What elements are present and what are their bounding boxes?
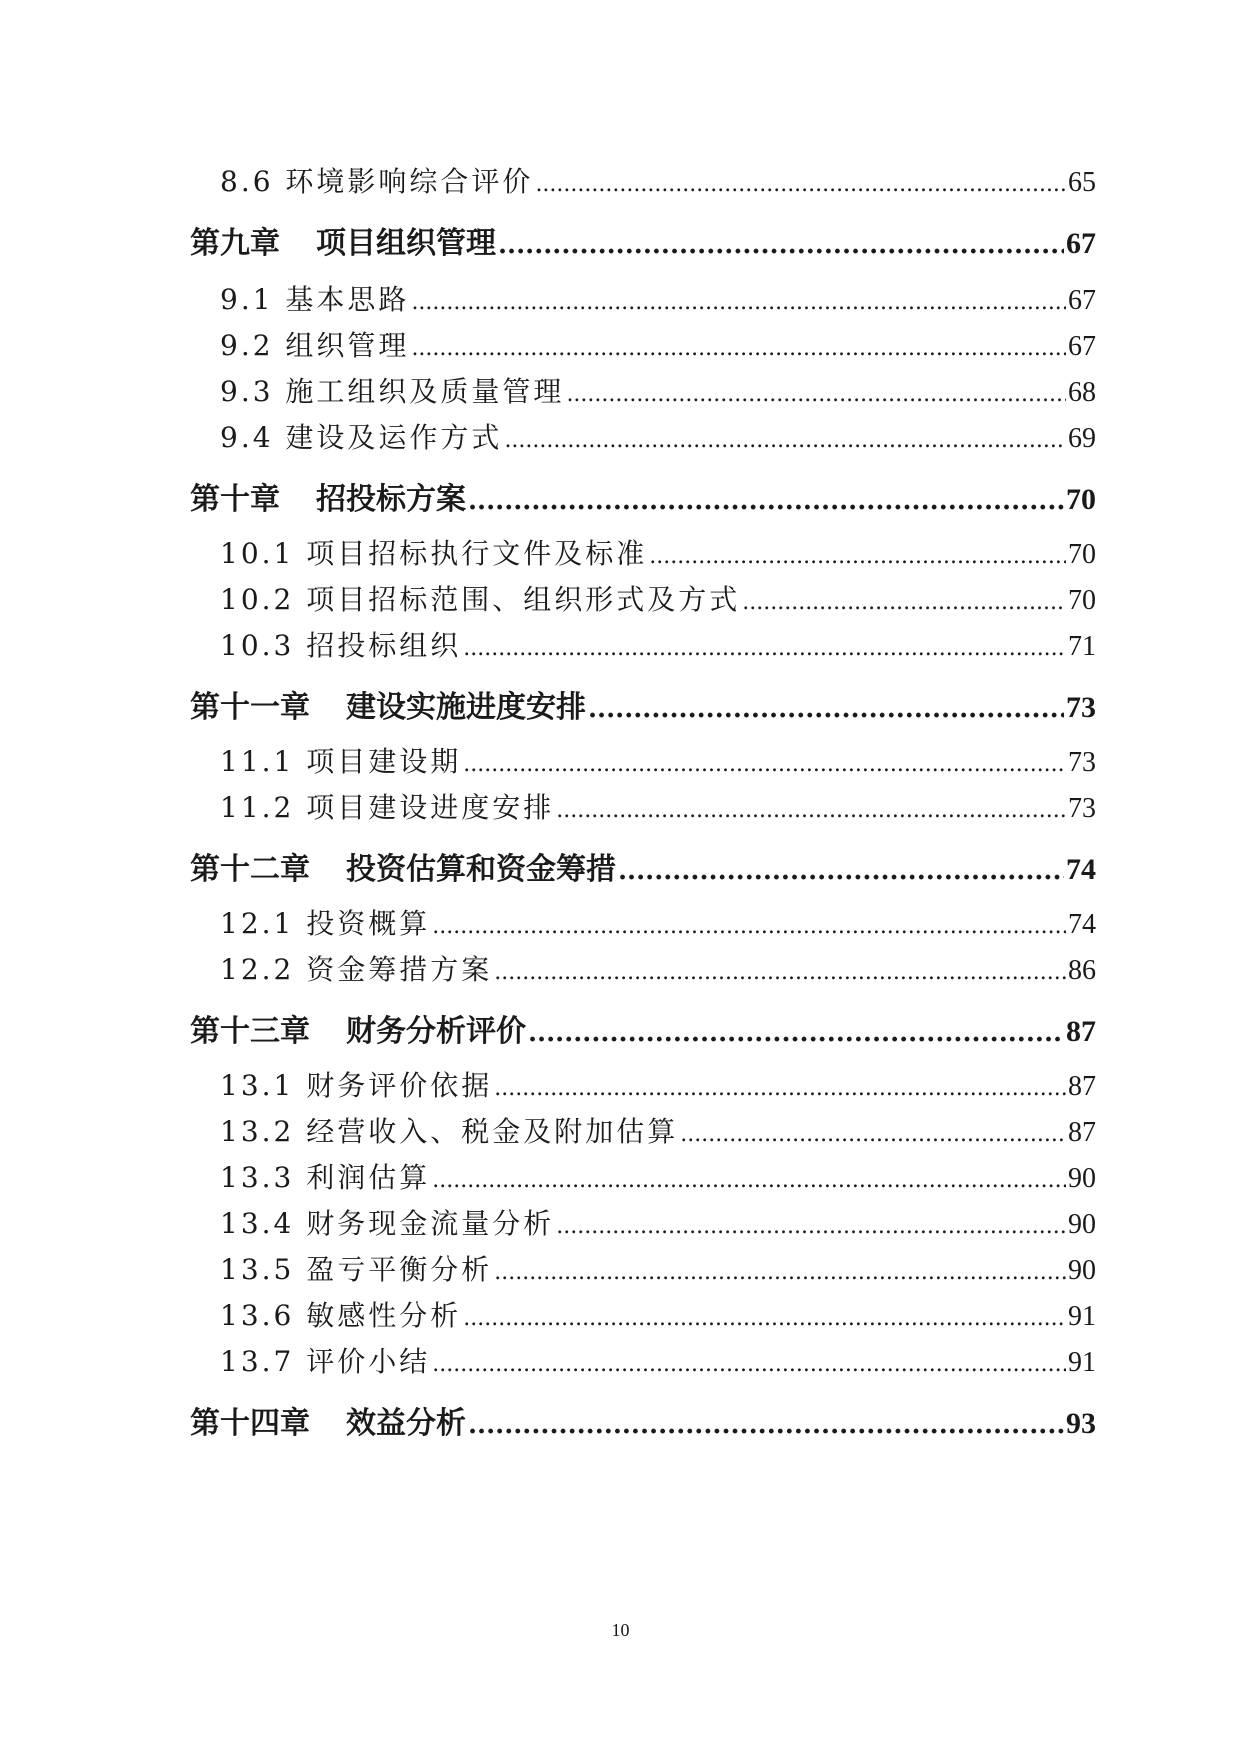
toc-entry[interactable] — [220, 160, 1096, 200]
toc-entry[interactable] — [220, 624, 1096, 664]
toc-chapter-number: 第十章 — [190, 482, 280, 517]
dot-leader — [432, 914, 1066, 939]
toc-entry[interactable] — [220, 1248, 1096, 1288]
toc-chapter-number: 第十一章 — [190, 690, 310, 725]
toc-entry[interactable] — [220, 1202, 1096, 1242]
dot-leader — [556, 798, 1066, 823]
toc-entry-page: 91 — [1068, 1301, 1096, 1332]
dot-leader — [468, 486, 1064, 516]
toc-entry-title: 13.6 敏感性分析 — [220, 1299, 462, 1332]
toc-entry-page: 69 — [1068, 423, 1096, 454]
dot-leader — [556, 1214, 1066, 1239]
toc-entry-title: 9.4 建设及运作方式 — [220, 421, 503, 454]
toc-entry-page: 87 — [1068, 1117, 1096, 1148]
toc-entry[interactable] — [220, 578, 1096, 618]
dot-leader — [588, 694, 1064, 724]
toc-chapter[interactable] — [190, 682, 1096, 726]
toc-entry-page: 90 — [1068, 1255, 1096, 1286]
toc-chapter[interactable] — [190, 1398, 1096, 1442]
toc-entry-page: 87 — [1068, 1071, 1096, 1102]
toc-entry-page: 73 — [1068, 793, 1096, 824]
toc-chapter[interactable] — [190, 218, 1096, 262]
dot-leader — [432, 1168, 1066, 1193]
toc-entry[interactable] — [220, 1156, 1096, 1196]
toc-entry-title: 10.1 项目招标执行文件及标准 — [220, 537, 648, 570]
dot-leader — [742, 590, 1066, 615]
toc-entry-page: 65 — [1068, 167, 1096, 198]
toc-chapter[interactable] — [190, 844, 1096, 888]
toc-entry[interactable] — [220, 532, 1096, 572]
toc-entry-page: 86 — [1068, 955, 1096, 986]
toc-entry-title: 11.1 项目建设期 — [220, 745, 462, 778]
dot-leader — [649, 544, 1066, 569]
toc-entry-title: 13.4 财务现金流量分析 — [220, 1207, 555, 1240]
toc-entry-title: 13.1 财务评价依据 — [220, 1069, 493, 1102]
toc-entry[interactable] — [220, 1110, 1096, 1150]
dot-leader — [494, 960, 1066, 985]
toc-entry-title: 13.7 评价小结 — [220, 1345, 431, 1378]
toc-entry-page: 67 — [1068, 331, 1096, 362]
toc-chapter-title: 建设实施进度安排 — [346, 690, 586, 725]
toc-entry-title: 9.2 组织管理 — [220, 329, 410, 362]
toc-chapter-number: 第九章 — [190, 226, 280, 261]
toc-entry-page: 70 — [1068, 585, 1096, 616]
toc-chapter-title: 招投标方案 — [316, 482, 466, 517]
toc-entry-title: 13.3 利润估算 — [220, 1161, 431, 1194]
toc-entry[interactable] — [220, 1294, 1096, 1334]
toc-chapter-title: 投资估算和资金筹措 — [346, 852, 616, 887]
toc-chapter[interactable] — [190, 1006, 1096, 1050]
toc-entry-page: 74 — [1068, 909, 1096, 940]
toc-entry[interactable] — [220, 902, 1096, 942]
dot-leader — [463, 752, 1066, 777]
toc-entry-page: 68 — [1068, 377, 1096, 408]
toc-chapter-page: 67 — [1066, 227, 1096, 260]
toc-entry-title: 10.3 招投标组织 — [220, 629, 462, 662]
toc-entry[interactable] — [220, 1340, 1096, 1380]
dot-leader — [468, 1410, 1064, 1440]
dot-leader — [618, 856, 1064, 886]
toc-entry-page: 90 — [1068, 1163, 1096, 1194]
toc-chapter-page: 70 — [1066, 483, 1096, 516]
toc-chapter-title: 效益分析 — [346, 1406, 466, 1441]
toc-entry-page: 67 — [1068, 285, 1096, 316]
toc-chapter-title: 财务分析评价 — [346, 1014, 526, 1049]
dot-leader — [494, 1260, 1066, 1285]
toc-chapter-number: 第十三章 — [190, 1014, 310, 1049]
dot-leader — [432, 1352, 1066, 1377]
dot-leader — [528, 1018, 1064, 1048]
dot-leader — [411, 336, 1066, 361]
toc-entry-page: 71 — [1068, 631, 1096, 662]
toc-entry-title: 13.2 经营收入、税金及附加估算 — [220, 1115, 679, 1148]
toc-chapter[interactable] — [190, 474, 1096, 518]
dot-leader — [566, 382, 1066, 407]
dot-leader — [680, 1122, 1066, 1147]
toc-chapter-number: 第十二章 — [190, 852, 310, 887]
toc-entry-page: 70 — [1068, 539, 1096, 570]
toc-chapter-title: 项目组织管理 — [316, 226, 496, 261]
toc-entry-page: 90 — [1068, 1209, 1096, 1240]
toc-entry[interactable] — [220, 740, 1096, 780]
toc-entry-title: 12.1 投资概算 — [220, 907, 431, 940]
toc-entry[interactable] — [220, 278, 1096, 318]
toc-entry[interactable] — [220, 324, 1096, 364]
dot-leader — [463, 1306, 1066, 1331]
dot-leader — [498, 230, 1064, 260]
toc-chapter-number: 第十四章 — [190, 1406, 310, 1441]
toc-entry[interactable] — [220, 370, 1096, 410]
dot-leader — [494, 1076, 1066, 1101]
toc-entry[interactable] — [220, 786, 1096, 826]
dot-leader — [504, 428, 1066, 453]
toc-chapter-page: 74 — [1066, 853, 1096, 886]
toc-entry[interactable] — [220, 416, 1096, 456]
toc-entry[interactable] — [220, 948, 1096, 988]
toc-entry-page: 73 — [1068, 747, 1096, 778]
toc-entry[interactable] — [220, 1064, 1096, 1104]
toc-entry-title: 12.2 资金筹措方案 — [220, 953, 493, 986]
toc-chapter-page: 93 — [1066, 1407, 1096, 1440]
toc-entry-title: 9.3 施工组织及质量管理 — [220, 375, 565, 408]
toc-entry-page: 91 — [1068, 1347, 1096, 1378]
toc-entry-title: 11.2 项目建设进度安排 — [220, 791, 555, 824]
toc-chapter-page: 87 — [1066, 1015, 1096, 1048]
toc-entry-title: 8.6 环境影响综合评价 — [220, 165, 534, 198]
toc-entry-title: 13.5 盈亏平衡分析 — [220, 1253, 493, 1286]
dot-leader — [411, 290, 1066, 315]
dot-leader — [535, 172, 1066, 197]
toc-chapter-page: 73 — [1066, 691, 1096, 724]
toc-entry-title: 10.2 项目招标范围、组织形式及方式 — [220, 583, 741, 616]
toc-entry-title: 9.1 基本思路 — [220, 283, 410, 316]
page-number-footer: 10 — [611, 1620, 630, 1640]
dot-leader — [463, 636, 1066, 661]
